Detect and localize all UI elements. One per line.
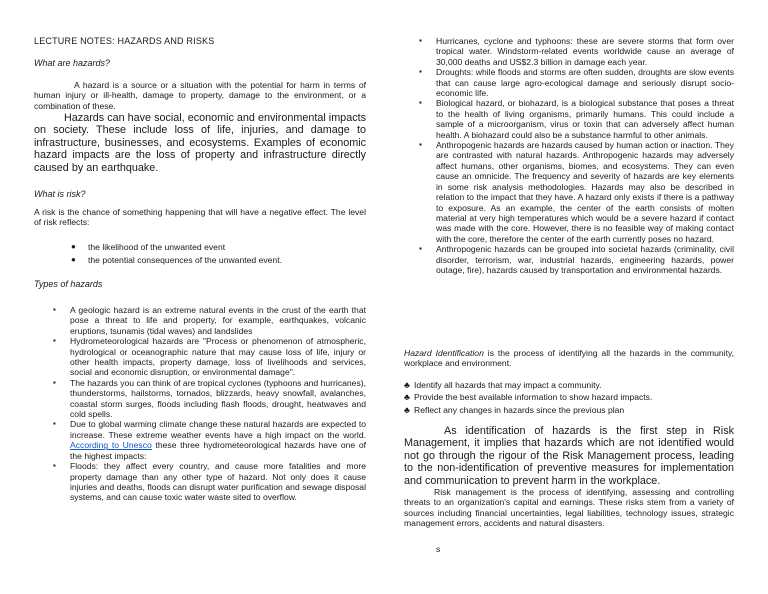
list-item: ▪ Hurricanes, cyclone and typhoons: these are severe storms that form over tropical water. Windstorm-related events worldwide cause an average of 30,000 deaths and US$2.3 billion in damage each year. — [419, 36, 734, 67]
heading-types-of-hazards: Types of hazards — [34, 279, 103, 289]
heading-what-are-hazards: What are hazards? — [34, 58, 111, 68]
list-item: ♣ Identify all hazards that may impact a community. — [404, 380, 602, 390]
list-item: ▪ Droughts: while floods and storms are often sudden, droughts are slow events that can cause large agro-ecological damage and seriously disrupt socio-economic life. — [419, 67, 734, 99]
list-item: ♣ Reflect any changes in hazards since the previous plan — [404, 404, 625, 415]
bullet-icon: ▪ — [419, 98, 422, 108]
list-item: ● the likelihood of the unwanted event — [71, 242, 226, 252]
bullet-icon: ● — [71, 242, 76, 251]
list-item: ▪ Biological hazard, or biohazard, is a biological substance that poses a threat to the health of living organisms, primarily humans. This could include a sample of a microorganism, virus or toxin that can adversely affect human health. A biohazard could also be a substance harmful to other animals. — [419, 98, 734, 140]
bullet-icon: ▪ — [419, 244, 422, 254]
risk-management-identification-paragraph: As identification of hazards is the first step in Risk Management, it implies that hazards which are not identified would not go through the rigour of the Risk Management process, leading to the non-identification of preventive measures for implementation and communication to prevent harm in the workplace. — [404, 425, 734, 487]
bullet-icon: ▪ — [53, 461, 56, 471]
bullet-icon: ▪ — [53, 419, 56, 429]
list-item: ▪ Due to global warming climate change these natural hazards are expected to increase. These extreme weather events have a high impact on the world. According to Unesco these three hydrometeorological hazards have one of the highest impacts: — [53, 419, 366, 461]
bullet-icon: ▪ — [53, 336, 56, 346]
bullet-icon: ▪ — [419, 140, 422, 150]
club-icon: ♣ — [404, 404, 410, 415]
hazard-identification-term: Hazard Identification — [404, 348, 484, 358]
bullet-icon: ▪ — [53, 377, 56, 387]
list-item: ♣ Provide the best available information to show hazard impacts. — [404, 392, 653, 403]
club-list — [404, 380, 734, 415]
list-item: ▪ Anthropogenic hazards can be grouped into societal hazards (criminality, civil disorder, terrorism, war, industrial hazards, engineering hazards, power outage, fire), hazards caused by transportation and environmental hazards. — [419, 244, 734, 275]
document-title: LECTURE NOTES: HAZARDS AND RISKS — [34, 36, 215, 46]
list-item: ▪ Hydrometeorological hazards are "Process or phenomenon of atmospheric, hydrological or oceanographic nature that may cause loss of life, injury or other health impacts, property damage, loss of livelihoods and services, social and economic disruption, or environmental damage". — [53, 336, 366, 378]
hazards-continued-list — [419, 36, 734, 275]
list-item: ▪ Anthropogenic hazards are hazards caused by human action or inaction. They are contrasted with natural hazards. Anthropogenic hazards may adversely affect humans, other organisms, biomes, and ecosystems. They can even cause an omnicide. The frequency and severity of hazards are key elements in some risk analysis methodologies. Hazards may also be described in relation to the impact that they have. A hazard only exists if there is a pathway to exposure. As an example, the center of the earth consists of molten material at very high temperatures which would be a severe hazard if contact was made with the core. However, there is no feasible way of making contact with the core, therefore the center of the earth currently poses no hazard. — [419, 140, 734, 244]
club-icon: ♣ — [404, 392, 410, 403]
stray-character: s — [436, 544, 441, 554]
list-item: ▪ The hazards you can think of are tropical cyclones (typhoons and hurricanes), thunderstorms, hailstorms, tornados, blizzards, heavy snowfall, avalanches, coastal storm surges, floods including flash floods, drought, heatwaves and cold spells. — [53, 377, 366, 420]
heading-what-is-risk: What is risk? — [34, 189, 86, 199]
bullet-icon: ▪ — [53, 305, 56, 314]
risk-management-paragraph: Risk management is the process of identifying, assessing and controlling threats to an organization's capital and earnings. These risks stem from a variety of sources including financial uncertainties, legal liabilities, technology issues, strategic management errors, accidents and natural disasters. — [404, 487, 734, 529]
risk-definition: A risk is the chance of something happening that will have a negative effect. The level of risk reflects: — [34, 207, 366, 228]
hazard-impacts-paragraph: Hazards can have social, economic and environmental impacts on society. These include loss of life, injuries, and damage to infrastructure, businesses, and ecosystems. Examples of economic hazard impacts are the loss of property and infrastructure directly caused by an earthquake. — [34, 112, 366, 174]
bullet-icon: ● — [71, 255, 76, 265]
bullet-icon: ▪ — [419, 36, 422, 45]
list-item: ▪ Floods: they affect every country, and cause more fatalities and more property damage than any other type of hazard. Not only does it cause injuries and deaths, floods can disrupt water purification and sewage disposal systems, and can cause toxic water waste sited to overflow. — [53, 461, 366, 503]
list-item: ● the potential consequences of the unwanted event. — [71, 255, 282, 266]
risk-list — [71, 242, 366, 266]
hazard-definition: A hazard is a source or a situation with the potential for harm in terms of human injury or ill-health, damage to property, damage to the environment, or a combination of these. — [34, 80, 366, 111]
club-icon: ♣ — [404, 380, 410, 390]
bullet-icon: ▪ — [419, 67, 422, 77]
list-item: ▪ A geologic hazard is an extreme natural events in the crust of the earth that pose a threat to life and property, for example, earthquakes, volcanic eruptions, tsunamis (tidal waves) and landslides — [53, 305, 366, 336]
hazard-types-list — [53, 305, 366, 503]
hazard-identification-paragraph: Hazard Identification is the process of identifying all the hazards in the community, workplace and environment. — [404, 348, 735, 369]
unesco-link[interactable]: According to Unesco — [70, 440, 152, 451]
